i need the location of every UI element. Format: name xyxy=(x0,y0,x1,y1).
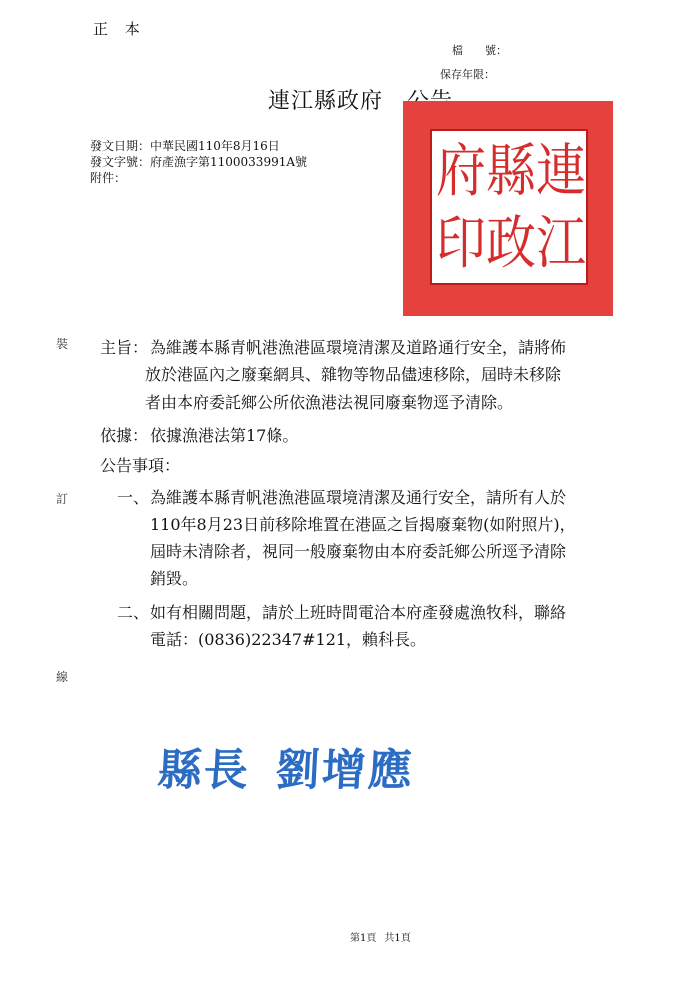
notice-items-label: 公告事項： xyxy=(100,456,181,475)
signature-name: 劉增應 xyxy=(274,745,416,796)
issuer-name: 連江縣政府 xyxy=(268,89,384,114)
seal-char: 印 xyxy=(436,209,486,277)
signature-title: 縣長 xyxy=(156,745,252,796)
notice-item-line: 屆時未清除者，視同一般廢棄物由本府委託鄉公所逕予清除 xyxy=(150,542,567,561)
archive-number-field: 檔 號： xyxy=(452,44,507,57)
retention-period-field: 保存年限： xyxy=(440,68,495,81)
page-number: 第1頁 xyxy=(350,933,377,944)
notice-item-line: 銷毀。 xyxy=(150,569,199,588)
seal-char: 政 xyxy=(486,209,536,277)
reference-number: 發文字號：府產漁字第1100033991A號 xyxy=(90,155,308,169)
binding-mark: 裝 xyxy=(56,337,69,351)
issue-date: 發文日期：中華民國110年8月16日 xyxy=(90,139,280,153)
notice-item-number: 二、 xyxy=(117,603,150,622)
binding-mark: 訂 xyxy=(56,492,69,506)
subject-line: 為維護本縣青帆港漁港區環境清潔及道路通行安全，請將佈 xyxy=(150,338,567,357)
notice-item-line: 110年8月23日前移除堆置在港區之旨揭廢棄物(如附照片)， xyxy=(150,515,576,534)
subject-line: 者由本府委託鄉公所依漁港法視同廢棄物逕予清除。 xyxy=(145,393,514,412)
basis-label: 依據： xyxy=(100,426,149,445)
notice-item-line: 如有相關問題，請於上班時間電洽本府產發處漁牧科，聯絡 xyxy=(150,603,567,622)
official-seal xyxy=(403,101,613,316)
seal-characters xyxy=(436,135,586,279)
page-total: 共1頁 xyxy=(384,933,411,944)
notice-item-line: 電話：(0836)22347#121，賴科長。 xyxy=(150,630,427,649)
seal-char: 連 xyxy=(536,137,586,205)
binding-mark: 線 xyxy=(56,670,69,684)
page-footer xyxy=(350,929,411,944)
seal-char: 江 xyxy=(536,209,586,277)
seal-char: 府 xyxy=(436,137,486,205)
notice-item-line: 為維護本縣青帆港漁港區環境清潔及通行安全，請所有人於 xyxy=(150,488,567,507)
subject-line: 放於港區內之廢棄網具、雜物等物品儘速移除，屆時未移除 xyxy=(145,365,562,384)
basis-text: 依據漁港法第17條。 xyxy=(150,426,299,445)
subject-label: 主旨： xyxy=(100,338,149,357)
magistrate-signature-stamp xyxy=(156,734,415,798)
copy-label: 正 本 xyxy=(93,20,146,38)
seal-frame xyxy=(430,129,588,285)
attachment-field: 附件： xyxy=(90,171,127,185)
notice-item-number: 一、 xyxy=(117,488,150,507)
seal-char: 縣 xyxy=(486,137,536,205)
